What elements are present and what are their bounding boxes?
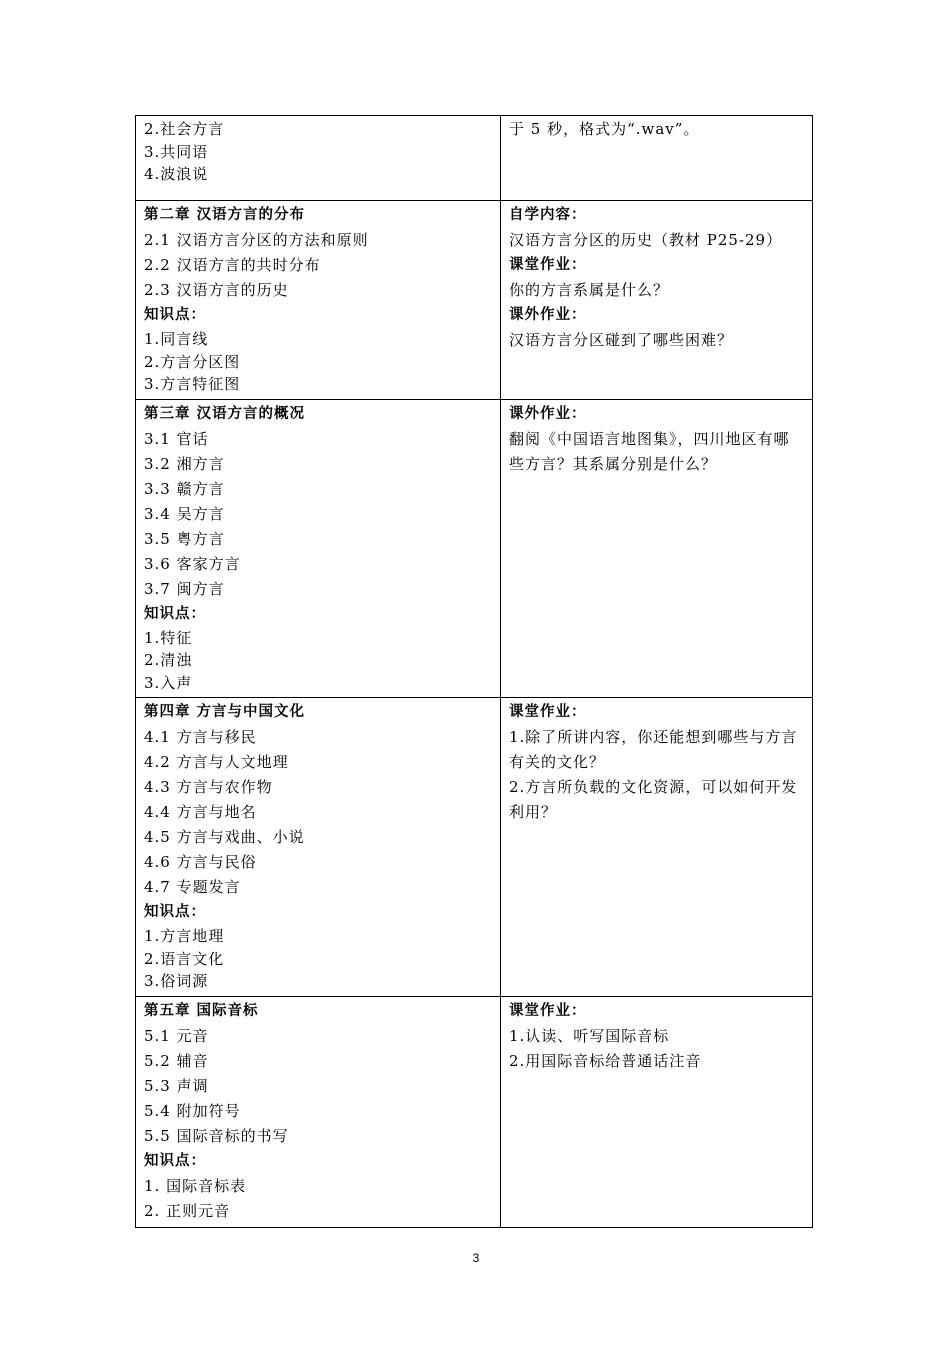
knowledge-points-heading: 知识点： (144, 904, 206, 920)
section-item: 5.4 附加符号 (144, 1101, 241, 1120)
chapter-line: 2.社会方言 (144, 120, 225, 138)
assignment-text: 2.用国际音标给普通话注音 (509, 1051, 702, 1070)
knowledge-point: 3.入声 (144, 673, 193, 692)
knowledge-point: 1.同言线 (144, 330, 209, 348)
section-item: 5.1 元音 (144, 1026, 209, 1045)
assignment-heading: 课堂作业： (509, 704, 587, 720)
knowledge-points-heading: 知识点： (144, 605, 206, 622)
assignment-heading: 自学内容： (509, 207, 587, 223)
chapter-title: 第三章 汉语方言的概况 (144, 405, 306, 422)
assignment-text: 1.认读、听写国际音标 (509, 1026, 670, 1045)
knowledge-point: 1.特征 (144, 628, 193, 647)
assignment-heading: 课堂作业： (509, 257, 587, 273)
table-row (136, 399, 813, 698)
assignment-cell (501, 201, 813, 400)
table-row (136, 116, 813, 201)
section-item: 2.2 汉语方言的共时分布 (144, 256, 321, 274)
section-item: 3.5 粤方言 (144, 529, 225, 548)
table-row (136, 698, 813, 997)
section-item: 2.1 汉语方言分区的方法和原则 (144, 231, 369, 249)
section-item: 3.4 吴方言 (144, 504, 225, 523)
assignment-cell (501, 996, 813, 1227)
knowledge-point: 1. 国际音标表 (144, 1176, 247, 1195)
chapter-cell (136, 399, 501, 698)
chapter-line: 4.波浪说 (144, 165, 209, 183)
section-item: 3.2 湘方言 (144, 454, 225, 473)
knowledge-points-heading: 知识点： (144, 1152, 206, 1169)
syllabus-table (135, 115, 813, 1228)
chapter-title: 第二章 汉语方言的分布 (144, 207, 306, 223)
assignment-cell (501, 698, 813, 997)
knowledge-point: 3.俗词源 (144, 972, 209, 990)
assignment-line: 于 5 秒，格式为“.wav”。 (509, 120, 700, 138)
section-item: 3.6 客家方言 (144, 554, 241, 573)
chapter-line: 3.共同语 (144, 142, 209, 161)
assignment-text: 翻阅《中国语言地图集》，四川地区有哪些方言？其系属分别是什么？ (509, 429, 790, 473)
knowledge-point: 3.方言特征图 (144, 375, 241, 393)
assignment-cell (501, 399, 813, 698)
assignment-heading: 课外作业： (509, 405, 587, 422)
table-row (136, 996, 813, 1227)
section-item: 4.4 方言与地名 (144, 803, 257, 821)
knowledge-point: 2.方言分区图 (144, 352, 241, 371)
section-item: 4.3 方言与农作物 (144, 778, 273, 796)
section-item: 5.3 声调 (144, 1076, 209, 1095)
assignment-cell (501, 116, 813, 201)
table-row (136, 201, 813, 400)
section-item: 3.7 闽方言 (144, 579, 225, 598)
section-item: 3.3 赣方言 (144, 479, 225, 498)
chapter-cell (136, 116, 501, 201)
assignment-heading: 课堂作业： (509, 1002, 587, 1019)
section-item: 4.6 方言与民俗 (144, 853, 257, 871)
assignment-text: 你的方言系属是什么？ (509, 281, 670, 299)
assignment-text: 2.方言所负载的文化资源，可以如何开发利用？ (509, 778, 798, 821)
knowledge-point: 2.清浊 (144, 651, 193, 669)
section-item: 2.3 汉语方言的历史 (144, 281, 289, 299)
section-item: 5.5 国际音标的书写 (144, 1126, 289, 1145)
chapter-title: 第四章 方言与中国文化 (144, 704, 306, 720)
assignment-heading: 课外作业： (509, 307, 587, 323)
page-number: 3 (472, 1251, 480, 1265)
chapter-cell (136, 698, 501, 997)
section-item: 5.2 辅音 (144, 1051, 209, 1070)
assignment-text: 汉语方言分区的历史（教材 P25-29） (509, 231, 783, 249)
assignment-text: 汉语方言分区碰到了哪些困难？ (509, 331, 734, 349)
chapter-title: 第五章 国际音标 (144, 1002, 259, 1019)
knowledge-point: 1.方言地理 (144, 927, 225, 945)
section-item: 4.5 方言与戏曲、小说 (144, 828, 305, 846)
section-item: 4.2 方言与人文地理 (144, 753, 289, 771)
section-item: 4.7 专题发言 (144, 878, 241, 896)
chapter-cell (136, 201, 501, 400)
section-item: 4.1 方言与移民 (144, 728, 257, 746)
section-item: 3.1 官话 (144, 429, 209, 448)
knowledge-point: 2.语言文化 (144, 949, 225, 968)
chapter-cell (136, 996, 501, 1227)
knowledge-points-heading: 知识点： (144, 307, 206, 323)
knowledge-point: 2. 正则元音 (144, 1201, 231, 1220)
assignment-text: 1.除了所讲内容，你还能想到哪些与方言有关的文化？ (509, 728, 798, 771)
